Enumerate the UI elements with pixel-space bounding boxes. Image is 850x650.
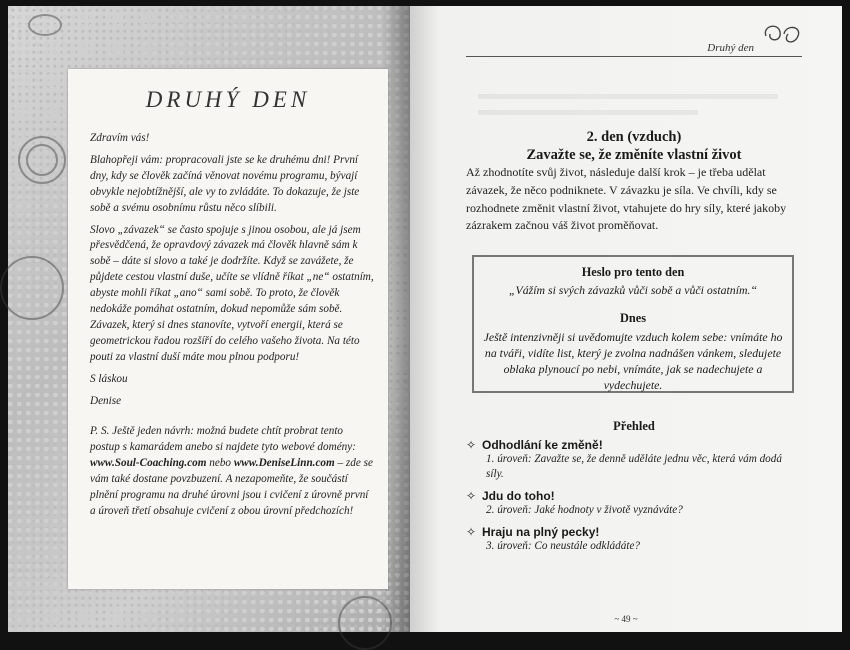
today-text: Ještě intenzivněji si uvědomujte vzduch kolem sebe: vnímáte ho na tváři, vidíte list, který je zvolna nadnášen vánkem, sledujete oblaka plynoucí po nebi, vnímáte, jak se nadechujete a vydechujete. — [483, 329, 783, 392]
signature: Denise — [90, 394, 122, 407]
ps-link-deniselinn[interactable]: www.DeniseLinn.com — [233, 456, 335, 469]
overview-list — [466, 438, 802, 561]
question-text: Hraju na plný pecky! — [482, 525, 600, 540]
overview-answer: 3. úroveň: Co neustále odkládáte? — [486, 540, 641, 553]
list-item — [466, 489, 802, 518]
paragraph: Blahopřeji vám: propracovali jste se ke druhému dni! První dny, kdy se člověk začíná věnovat novému programu, bývají obvykle nejobtížnější, ale vy to zvládáte. To dokazuje, že jste sobě a svému osobnímu růstu něco slíbili. — [90, 153, 360, 214]
sparkle-bullet-icon: ✧ — [466, 438, 477, 452]
intro-paragraph: Až zhodnotíte svůj život, následuje další krok – je třeba udělat závazek, že něco podniknete. V závazku je síla. Ve chvíli, kdy se rozhodnete změnit vlastní život, vtahujete do hry síly, které jakoby zázrakem začnou váš život proměňovat. — [466, 165, 787, 233]
bleed-through — [478, 94, 778, 99]
page-number: ~ 49 ~ — [614, 614, 638, 624]
letter-card — [68, 69, 388, 589]
overview-answer: 1. úroveň: Zavažte se, že denně uděláte jednu věc, která vám dodá síly. — [486, 453, 782, 481]
motto-heading: Heslo pro tento den — [581, 265, 685, 279]
right-page — [410, 6, 842, 632]
left-page — [8, 6, 411, 632]
overview-question — [466, 489, 802, 503]
list-item — [466, 525, 802, 554]
header-rule — [466, 56, 802, 57]
section-title — [466, 129, 802, 164]
sparkle-bullet-icon: ✧ — [466, 525, 477, 540]
swirl-ornament — [26, 144, 58, 176]
ps-text: P. S. Ještě jeden návrh: možná budete chtít probrat tento postup s kamarádem anebo si najdete tyto webové domény: — [90, 425, 356, 453]
bleed-through — [478, 110, 698, 115]
overview-title: Přehled — [613, 419, 655, 433]
today-heading: Dnes — [620, 310, 646, 325]
book-spread — [6, 4, 844, 640]
greeting: Zdravím vás! — [90, 132, 150, 144]
motto-quote: „Vážím si svých závazků vůči sobě a vůči ostatním.“ — [508, 283, 758, 297]
closing: S láskou — [90, 372, 128, 385]
running-head: Druhý den — [707, 42, 754, 54]
swirl-ornament — [28, 14, 62, 36]
letter-body — [90, 131, 374, 416]
question-text: Jdu do toho! — [482, 489, 555, 504]
overview-answer: 2. úroveň: Jaké hodnoty v životě vyznáváte? — [486, 504, 683, 517]
motto-box — [472, 255, 794, 393]
paragraph: Slovo „závazek“ se často spojuje s jinou osobou, ale já jsem přesvědčená, že opravdový závazek má člověk hlavně sám k sobě – dáte si slovo a také je dodržíte. Když se zavážete, že půjdete cestou vlastní duše, učíte se vlídně říkat „ne“ ostatním, abyste mohli říkat „ano“ sami sobě. To proto, že člověk nedokáže pomáhat ostatním, dokud nepomůže sám sobě. Závazek, který si dnes stanovíte, vytvoří energii, která se geometrickou řadou rozšíří do celého vašeho života. Na této pouti za vlastní duší máte mou plnou podporu! — [90, 223, 374, 363]
postscript — [90, 424, 374, 519]
section-title-line: Zavažte se, že změníte vlastní život — [526, 146, 742, 163]
overview-question — [466, 525, 802, 539]
ps-text: – zde se vám také dostane povzbuzení. A nezapomeňte, že součástí plnění programu na druhé úrovni jsou i cvičení z úrovně první a úroveň třetí obsahuje cvičení z obou úrovní předchozích! — [90, 456, 373, 517]
question-text: Odhodlání ke změně! — [482, 438, 603, 452]
ps-link-soul-coaching[interactable]: www.Soul-Coaching.com — [90, 456, 207, 469]
letter-title: DRUHÝ DEN — [145, 87, 311, 112]
ps-text: nebo — [206, 456, 234, 469]
section-title-line: 2. den (vzduch) — [586, 129, 682, 145]
swirl-ornament — [0, 256, 64, 320]
swirl-logo-icon — [760, 20, 804, 48]
overview-question — [466, 438, 802, 452]
list-item — [466, 438, 802, 482]
sparkle-bullet-icon: ✧ — [466, 489, 477, 504]
